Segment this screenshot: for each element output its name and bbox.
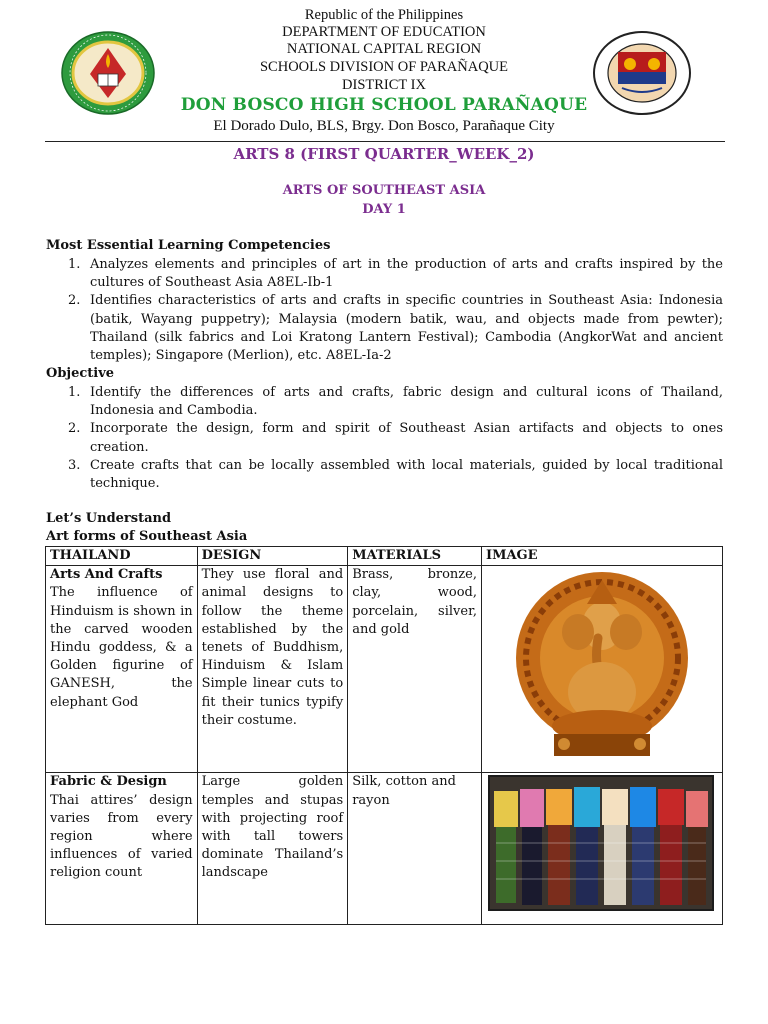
header-region: NATIONAL CAPITAL REGION <box>286 41 482 57</box>
column-header: IMAGE <box>481 547 722 566</box>
list-item: 2. Incorporate the design, form and spirit of Southeast Asian artifacts and objects to ones creation. <box>68 421 723 455</box>
table-header-row <box>46 547 723 566</box>
list-item: 2. Identifies characteristics of arts and crafts in specific countries in Southeast Asia: Indonesia (batik, Wayang puppetry); Malaysia (modern batik, wau, and objects made from pewter); Thailand (silk fabrics and Loi Kratong Lantern Festival); Cambodia (AngkorWat and ancient temples); Singapore (Merlion), etc. A8EL-Ia-2 <box>68 293 723 364</box>
table-cell: They use floral and animal designs to follow the theme established by the tenets of Buddhism, Hinduism & Islam Simple linear cuts to fit their tunics typify their costume. <box>197 566 348 773</box>
table-cell <box>46 773 198 924</box>
lesson-day: DAY 1 <box>362 202 406 217</box>
column-header: THAILAND <box>46 547 198 566</box>
lesson-subtitle: ARTS OF SOUTHEAST ASIA <box>282 183 486 198</box>
melc-heading: Most Essential Learning Competencies <box>46 238 331 253</box>
header-republic: Republic of the Philippines <box>304 7 464 23</box>
thai-garments-icon <box>482 773 722 917</box>
table-cell: Brass, bronze, clay, wood, porcelain, silver, and gold <box>348 566 482 773</box>
document-header <box>0 0 768 145</box>
table-cell: Silk, cotton and rayon <box>348 773 482 924</box>
header-division: SCHOOLS DIVISION OF PARAÑAQUE <box>259 59 508 75</box>
cell-text: The influence of Hinduism is shown in the carved wooden Hindu goddess, & a Golden figurine of GANESH, the elephant God <box>50 585 193 710</box>
objective-list <box>46 384 723 493</box>
list-item: 1. Analyzes elements and principles of art in the production of arts and crafts inspired by the cultures of Southeast Asia A8EL-Ib-1 <box>68 257 723 291</box>
header-divider <box>45 141 725 142</box>
row-title: Fabric & Design <box>50 774 167 790</box>
header-district: DISTRICT IX <box>342 77 426 93</box>
ganesh-carving-icon <box>482 566 722 766</box>
objective-heading: Objective <box>46 366 115 381</box>
school-name: DON BOSCO HIGH SCHOOL PARAÑAQUE <box>180 95 588 115</box>
list-item: 1. Identify the differences of arts and crafts, fabric design and cultural icons of Thailand, Indonesia and Cambodia. <box>68 385 723 419</box>
melc-list <box>46 256 723 365</box>
table-cell <box>46 566 198 773</box>
lesson-title: ARTS 8 (FIRST QUARTER_WEEK_2) <box>233 145 535 163</box>
cell-text: Thai attires’ design varies from every region where influences of varied religion count <box>50 792 193 881</box>
column-header: MATERIALS <box>348 547 482 566</box>
table-cell <box>481 773 722 924</box>
table-cell <box>481 566 722 773</box>
column-header: DESIGN <box>197 547 348 566</box>
list-item: 3. Create crafts that can be locally assembled with local materials, guided by local traditional technique. <box>68 457 723 492</box>
understand-heading: Let’s Understand <box>46 511 172 526</box>
table-row <box>46 566 723 773</box>
table-cell: Large golden temples and stupas with projecting roof with tall towers dominate Thailand’s landscape <box>197 773 348 924</box>
artforms-heading: Art forms of Southeast Asia <box>46 529 248 544</box>
row-title: Arts And Crafts <box>50 567 163 583</box>
art-forms-table <box>45 546 723 925</box>
header-deped: DEPARTMENT OF EDUCATION <box>282 24 486 40</box>
table-row <box>46 773 723 924</box>
school-address: El Dorado Dulo, BLS, Brgy. Don Bosco, Parañaque City <box>213 118 555 134</box>
